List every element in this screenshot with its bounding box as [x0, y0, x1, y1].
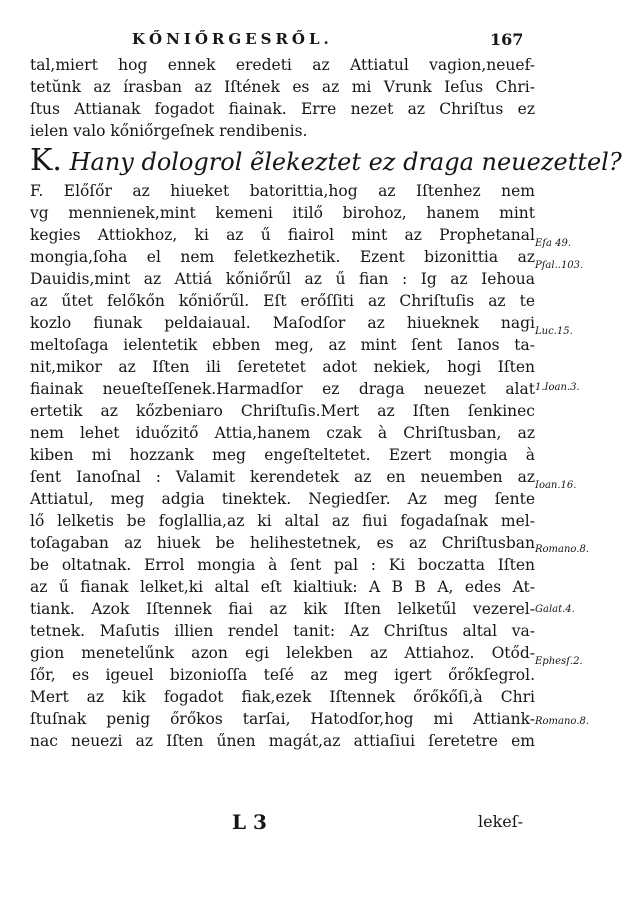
text-line: az ű fianak lelket,ki altal eſt kialtiuk: A B B A, edes At- [30, 578, 535, 596]
text-line: az űtet felőkőn kőniőrűl. Eſt erőſſiti az Chriſtuſis az te [30, 292, 535, 310]
text-line: kiben mi hozzank meg engeſteltetet. Ezert mongia à [30, 446, 535, 464]
text-line: ſtuſnak penig őrőkos tarſai, Hatodſor,hog mi Attiank- [30, 710, 535, 728]
text-line: tiank. Azok Iſtennek fiai az kik Iſten lelketűl vezerel- [30, 600, 535, 618]
text-line: be oltatnak. Errol mongia à ſent pal : Ki boczatta Iſten [30, 556, 535, 574]
text-line: vg mennienek,mint kemeni itilő birohoz, hanem mint [30, 204, 535, 222]
text-line: Attiatul, meg adgia tinektek. Negiedſer. Az meg ſente [30, 490, 535, 508]
margin-note: Romano.8. [535, 716, 589, 727]
running-title: KŐNIŐRGESRŐL. [132, 30, 333, 48]
text-line: Mert az kik fogadot fiak,ezek Iſtennek őrőkőſi,à Chri [30, 688, 535, 706]
text-line: Dauidis,mint az Attiá kőniőrűl az ű fian : Ig az Iehoua [30, 270, 535, 288]
text-line: toſagaban az hiuek be helihestetnek, es az Chriſtusban [30, 534, 535, 552]
text-line: nac neuezi az Iſten űnen magát,az attiaſiui ſeretetre em [30, 732, 535, 750]
margin-note: Ephesſ.2. [535, 656, 583, 667]
page-number: 167 [490, 30, 524, 49]
question-letter: K. [30, 143, 62, 178]
text-line: tal,miert hog ennek eredeti az Attiatul vagion,neuef- [30, 56, 535, 74]
text-line: tetŭnk az írasban az Iſtének es az mi Vrunk Ieſus Chri- [30, 78, 535, 96]
question-heading [30, 142, 622, 180]
text-line: ielen valo kőniőrgeſnek rendibenis. [30, 122, 308, 140]
text-line: nit,mikor az Iſten ili ſeretetet adot nekiek, hogi Iſten [30, 358, 535, 376]
text-line: ſtus Attianak fogadot fiainak. Erre nezet az Chriſtus ez [30, 100, 535, 118]
signature-mark: L 3 [232, 810, 267, 834]
margin-note: Pſal..103. [535, 260, 584, 271]
margin-note: Luc.15. [535, 326, 573, 337]
text-line: meltoſaga ielentetik ebben meg, az mint ſent Ianos ta- [30, 336, 535, 354]
text-line: fiainak neueſteſſenek.Harmadſor ez draga neuezet alat [30, 380, 535, 398]
text-line: F. Előſőr az hiueket batorittia,hog az Iſtenhez nem [30, 182, 535, 200]
text-line: tetnek. Maſutis illien rendel tanit: Az Chriſtus altal va- [30, 622, 535, 640]
page-header [0, 28, 633, 52]
margin-note: Galat.4. [535, 604, 575, 615]
margin-note: 1.Ioan.3. [535, 382, 580, 393]
text-line: kegies Attiokhoz, ki az ű fiairol mint az Prophetanal [30, 226, 535, 244]
catchword: lekeſ- [478, 812, 524, 831]
text-line: ſőr, es igeuel bizonioſſa teſé az meg igert őrőkſegrol. [30, 666, 535, 684]
margin-note: Romano.8. [535, 544, 589, 555]
text-line: ſent Ianoſnal : Valamit kerendetek az en neuemben az [30, 468, 535, 486]
text-line: gion menetelűnk azon egi lelekben az Attiahoz. Otőd- [30, 644, 535, 662]
text-line: nem lehet iduőzitő Attia,hanem czak à Chriſtusban, az [30, 424, 535, 442]
page-footer [0, 810, 633, 840]
text-line: lő lelketis be foglallia,az ki altal az fiui fogadaſnak mel- [30, 512, 535, 530]
margin-note: Ioan.16. [535, 480, 577, 491]
question-text: Hany dologrol ẽlekeztet ez draga neuezettel? [69, 148, 622, 176]
text-line: ertetik az kőzbeniaro Chriſtuſis.Mert az Iſten ſenkinec [30, 402, 535, 420]
text-line: kozlo fiunak peldaiaual. Maſodſor az hiueknek nagi [30, 314, 535, 332]
text-line: mongia,ſoha el nem feletkezhetik. Ezent bizonittia az [30, 248, 535, 266]
margin-note: Eſa 49. [535, 238, 572, 249]
